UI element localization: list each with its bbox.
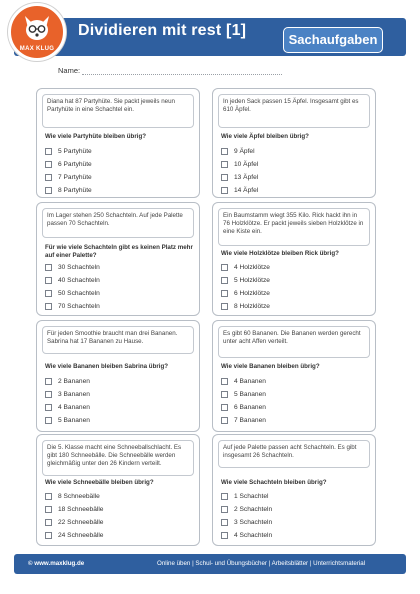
task-question: Wie viele Bananen bleiben Sabrina übrig? (45, 363, 169, 370)
answer-option[interactable]: 5 Bananen (221, 389, 266, 399)
answer-option[interactable]: 22 Schneebälle (45, 517, 103, 527)
answer-checkbox[interactable] (45, 532, 52, 539)
answer-checkbox[interactable] (221, 417, 228, 424)
answer-option[interactable]: 8 Holzklötze (221, 301, 270, 311)
task-question: Wie viele Holzklötze bleiben Rick übrig? (221, 250, 339, 257)
answer-checkbox[interactable] (45, 417, 52, 424)
answer-checkbox[interactable] (45, 187, 52, 194)
answer-option[interactable]: 18 Schneebälle (45, 504, 103, 514)
page-title: Dividieren mit rest [1] (78, 22, 247, 39)
answer-option[interactable]: 9 Äpfel (221, 146, 255, 156)
answer-checkbox[interactable] (45, 378, 52, 385)
answer-checkbox[interactable] (45, 303, 52, 310)
answer-checkbox[interactable] (45, 493, 52, 500)
answer-option[interactable]: 4 Holzklötze (221, 262, 270, 272)
answer-checkbox[interactable] (45, 174, 52, 181)
answer-option[interactable]: 8 Partyhüte (45, 185, 92, 195)
answer-checkbox[interactable] (221, 277, 228, 284)
answer-checkbox[interactable] (221, 506, 228, 513)
answer-checkbox[interactable] (45, 161, 52, 168)
answer-checkbox[interactable] (45, 264, 52, 271)
logo-text: MAX KLUG (19, 46, 55, 52)
footer-bar (14, 554, 406, 574)
answer-checkbox[interactable] (221, 303, 228, 310)
answer-option[interactable]: 3 Bananen (45, 389, 90, 399)
task-story: Es gibt 60 Bananen. Die Bananen werden gerecht unter acht Affen verteilt. (218, 326, 370, 358)
answer-option[interactable]: 24 Schneebälle (45, 530, 103, 540)
task-story: Im Lager stehen 250 Schachteln. Auf jede Palette passen 70 Schachteln. (42, 208, 194, 238)
answer-option[interactable]: 70 Schachteln (45, 301, 100, 311)
task-question: Wie viele Schneebälle bleiben übrig? (45, 479, 154, 486)
answer-option[interactable]: 1 Schachtel (221, 491, 268, 501)
answer-checkbox[interactable] (45, 506, 52, 513)
answer-option[interactable]: 5 Partyhüte (45, 146, 92, 156)
task-story: Die 5. Klasse macht eine Schneeballschlacht. Es gibt 180 Schneebälle. Die Schneebälle werden gleichmäßig unter den 26 Kindern verteilt. (42, 440, 194, 476)
answer-checkbox[interactable] (45, 519, 52, 526)
answer-checkbox[interactable] (221, 290, 228, 297)
answer-checkbox[interactable] (221, 148, 228, 155)
answer-checkbox[interactable] (221, 404, 228, 411)
name-label: Name: (58, 66, 81, 75)
task-question: Wie viele Bananen bleiben übrig? (221, 363, 320, 370)
fox-icon (22, 14, 52, 44)
task-question: Wie viele Schachteln bleiben übrig? (221, 479, 327, 486)
task-story: In jeden Sack passen 15 Äpfel. Insgesamt gibt es 610 Äpfel. (218, 94, 370, 128)
answer-option[interactable]: 6 Partyhüte (45, 159, 92, 169)
name-field[interactable] (82, 74, 282, 75)
answer-checkbox[interactable] (221, 161, 228, 168)
answer-option[interactable]: 40 Schachteln (45, 275, 100, 285)
footer-copyright[interactable]: © www.maxklug.de (28, 560, 85, 567)
answer-option[interactable]: 30 Schachteln (45, 262, 100, 272)
answer-option[interactable]: 10 Äpfel (221, 159, 258, 169)
task-story: Diana hat 87 Partyhüte. Sie packt jeweils neun Partyhüte in eine Schachtel ein. (42, 94, 194, 128)
answer-option[interactable]: 6 Bananen (221, 402, 266, 412)
task-card-7 (36, 434, 200, 546)
answer-option[interactable]: 7 Partyhüte (45, 172, 92, 182)
task-card-5 (36, 320, 200, 432)
answer-checkbox[interactable] (45, 290, 52, 297)
answer-option[interactable]: 14 Äpfel (221, 185, 258, 195)
answer-option[interactable]: 50 Schachteln (45, 288, 100, 298)
answer-option[interactable]: 2 Bananen (45, 376, 90, 386)
answer-option[interactable]: 4 Bananen (221, 376, 266, 386)
answer-option[interactable]: 8 Schneebälle (45, 491, 100, 501)
answer-checkbox[interactable] (221, 493, 228, 500)
answer-checkbox[interactable] (221, 187, 228, 194)
answer-option[interactable]: 4 Schachteln (221, 530, 272, 540)
answer-option[interactable]: 4 Bananen (45, 402, 90, 412)
task-card-6 (212, 320, 376, 432)
task-story: Für jeden Smoothie braucht man drei Bananen. Sabrina hat 17 Bananen zu Hause. (42, 326, 194, 354)
answer-checkbox[interactable] (45, 404, 52, 411)
maxklug-logo (8, 3, 66, 61)
task-question: Wie viele Äpfel bleiben übrig? (221, 133, 309, 140)
answer-checkbox[interactable] (45, 277, 52, 284)
task-question: Für wie viele Schachteln gibt es keinen Platz mehr auf einer Palette? (45, 244, 193, 259)
answer-checkbox[interactable] (45, 391, 52, 398)
task-card-4 (212, 202, 376, 316)
answer-checkbox[interactable] (221, 519, 228, 526)
answer-option[interactable]: 2 Schachteln (221, 504, 272, 514)
task-card-8 (212, 434, 376, 546)
answer-checkbox[interactable] (221, 174, 228, 181)
task-question: Wie viele Partyhüte bleiben übrig? (45, 133, 147, 140)
answer-checkbox[interactable] (221, 264, 228, 271)
answer-option[interactable]: 13 Äpfel (221, 172, 258, 182)
task-story: Ein Baumstamm wiegt 355 Kilo. Rick hackt ihn in 76 Holzklötze. Er packt jeweils sieben Holzklötze in eine Kiste ein. (218, 208, 370, 246)
answer-option[interactable]: 5 Holzklötze (221, 275, 270, 285)
task-card-3 (36, 202, 200, 316)
answer-option[interactable]: 6 Holzklötze (221, 288, 270, 298)
footer-links[interactable]: Online üben | Schul- und Übungsbücher | Arbeitsblätter | Unterrichtsmaterial (157, 560, 366, 567)
answer-checkbox[interactable] (45, 148, 52, 155)
task-card-1 (36, 88, 200, 198)
task-card-2 (212, 88, 376, 198)
category-badge: Sachaufgaben (283, 27, 383, 53)
answer-checkbox[interactable] (221, 391, 228, 398)
task-story: Auf jede Palette passen acht Schachteln. Es gibt insgesamt 26 Schachteln. (218, 440, 370, 468)
answer-option[interactable]: 7 Bananen (221, 415, 266, 425)
answer-checkbox[interactable] (221, 532, 228, 539)
answer-option[interactable]: 3 Schachteln (221, 517, 272, 527)
answer-option[interactable]: 5 Bananen (45, 415, 90, 425)
answer-checkbox[interactable] (221, 378, 228, 385)
